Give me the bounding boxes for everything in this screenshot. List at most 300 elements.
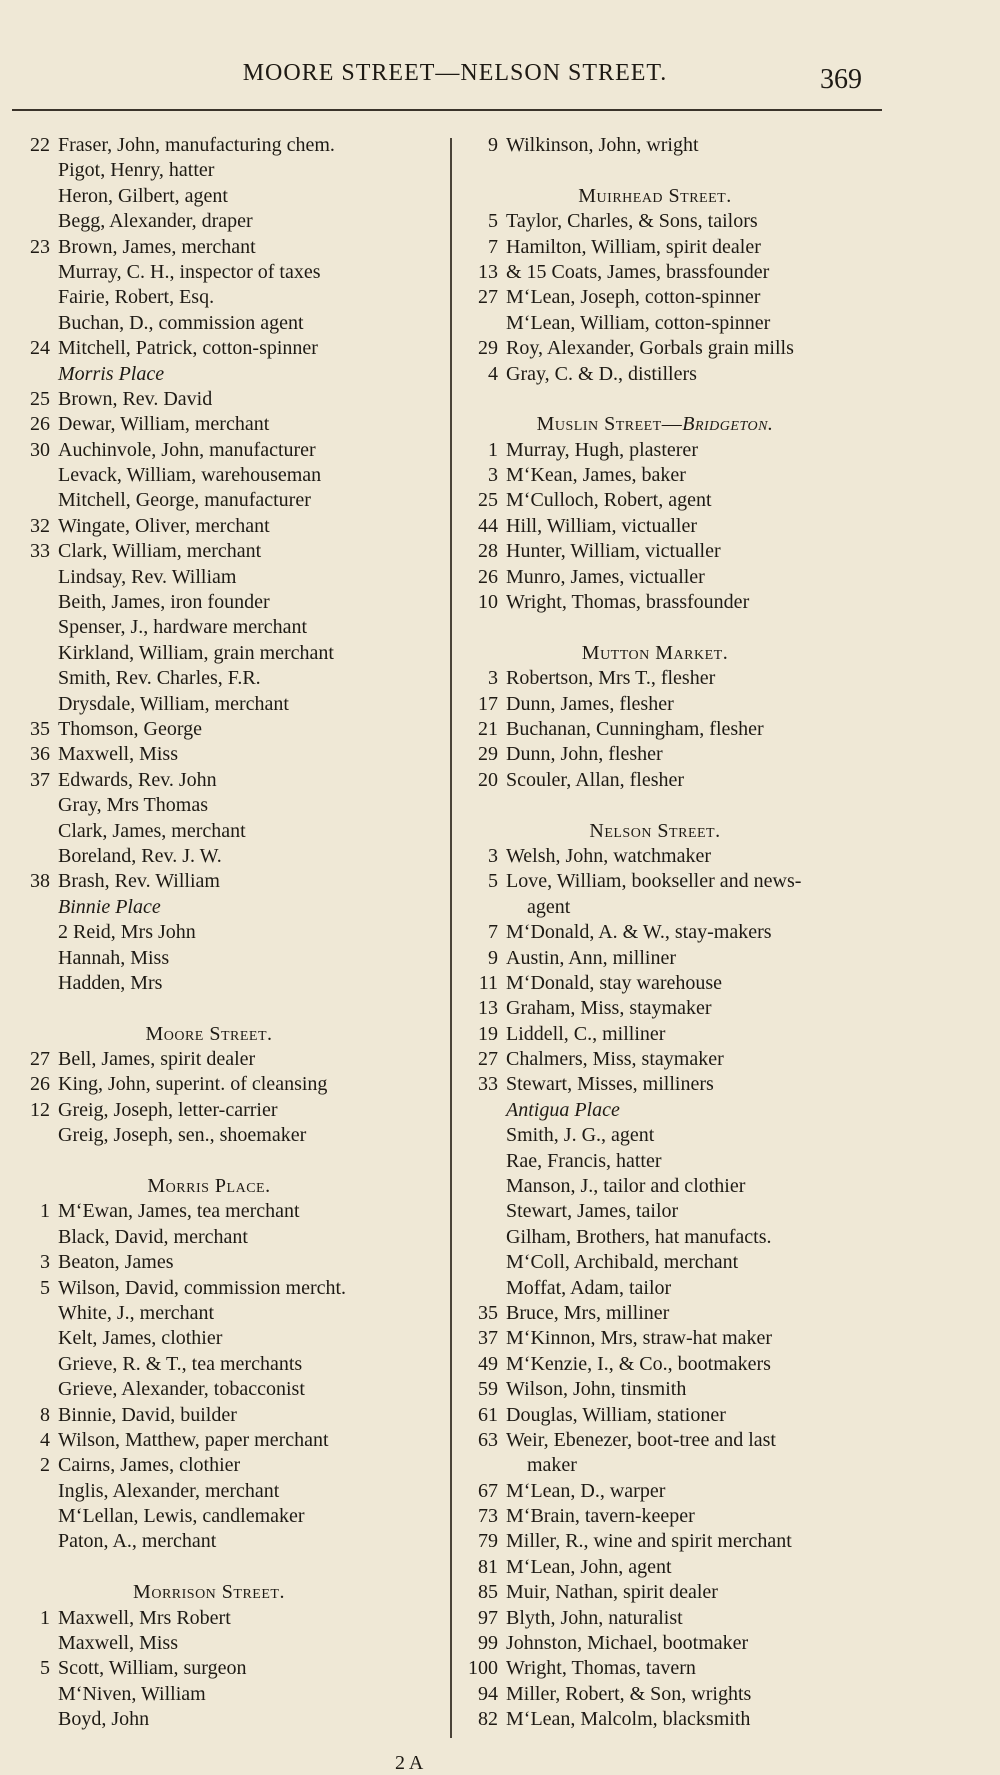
directory-entry bbox=[455, 1301, 905, 1326]
entry-text: Weir, Ebenezer, boot-tree and last bbox=[506, 1428, 776, 1451]
entry-text: Wilson, John, tinsmith bbox=[506, 1378, 687, 1401]
directory-entry bbox=[455, 1276, 905, 1301]
entry-text: Lindsay, Rev. William bbox=[58, 565, 237, 588]
entry-text: Binnie, David, builder bbox=[58, 1403, 237, 1426]
entry-text: Scott, William, surgeon bbox=[58, 1657, 247, 1680]
directory-entry bbox=[14, 285, 444, 310]
entry-text: M‘Donald, stay warehouse bbox=[506, 971, 723, 994]
house-number: 1 bbox=[40, 1200, 50, 1223]
directory-entry bbox=[455, 209, 905, 234]
directory-entry bbox=[455, 235, 905, 260]
house-number: 29 bbox=[478, 337, 498, 360]
directory-entry bbox=[14, 438, 444, 463]
directory-entry bbox=[455, 1504, 905, 1529]
house-number: 21 bbox=[478, 717, 498, 740]
entry-text: Brown, Rev. David bbox=[58, 387, 213, 410]
directory-entry bbox=[455, 1174, 905, 1199]
entry-text: Miller, R., wine and spirit merchant bbox=[506, 1530, 792, 1553]
house-number: 59 bbox=[478, 1378, 498, 1401]
directory-entry bbox=[455, 1606, 905, 1631]
house-number: 36 bbox=[30, 743, 50, 766]
entry-text: Wilson, David, commission mercht. bbox=[58, 1276, 347, 1299]
column-divider bbox=[450, 138, 452, 1738]
house-number: 94 bbox=[478, 1682, 498, 1705]
entry-text: Buchan, D., commission agent bbox=[58, 311, 304, 334]
directory-entry bbox=[14, 1529, 444, 1554]
directory-entry bbox=[455, 133, 905, 158]
entry-text: Maxwell, Miss bbox=[58, 1632, 178, 1655]
entry-text: Buchanan, Cunningham, flesher bbox=[506, 717, 764, 740]
directory-entry bbox=[14, 1047, 444, 1072]
entry-text: Boreland, Rev. J. W. bbox=[58, 844, 222, 867]
house-number: 35 bbox=[30, 717, 50, 740]
house-number: 9 bbox=[488, 946, 498, 969]
entry-text: Begg, Alexander, draper bbox=[58, 210, 253, 233]
house-number: 81 bbox=[478, 1555, 498, 1578]
directory-entry bbox=[14, 1656, 444, 1681]
street-heading: Morrison Street. bbox=[133, 1581, 285, 1604]
entry-continuation: agent bbox=[527, 895, 571, 918]
street-heading: Morris Place. bbox=[147, 1175, 271, 1198]
entry-text: M‘Lean, D., warper bbox=[506, 1479, 666, 1502]
house-number: 27 bbox=[478, 286, 498, 309]
entry-text: Hunter, William, victualler bbox=[506, 540, 721, 563]
house-number: 5 bbox=[40, 1276, 50, 1299]
directory-entry bbox=[455, 1403, 905, 1428]
house-number: 25 bbox=[478, 489, 498, 512]
entry-text: Manson, J., tailor and clothier bbox=[506, 1175, 746, 1198]
directory-entry bbox=[14, 1377, 444, 1402]
directory-entry bbox=[455, 946, 905, 971]
directory-entry bbox=[455, 1199, 905, 1224]
entry-text: Smith, J. G., agent bbox=[506, 1124, 655, 1147]
entry-text: Brash, Rev. William bbox=[58, 870, 220, 893]
house-number: 5 bbox=[488, 210, 498, 233]
entry-text: Fraser, John, manufacturing chem. bbox=[58, 134, 335, 156]
directory-entry bbox=[14, 793, 444, 818]
entry-text: M‘Lean, William, cotton-spinner bbox=[506, 311, 771, 334]
directory-entry bbox=[14, 235, 444, 260]
entry-text: Hadden, Mrs bbox=[58, 971, 163, 994]
entry-text: Spenser, J., hardware merchant bbox=[58, 616, 308, 639]
directory-entry bbox=[455, 1326, 905, 1351]
directory-entry bbox=[14, 1072, 444, 1097]
directory-entry bbox=[14, 692, 444, 717]
entry-text: Fairie, Robert, Esq. bbox=[58, 286, 215, 309]
blank-line bbox=[14, 1555, 444, 1580]
directory-entry bbox=[455, 514, 905, 539]
directory-entry bbox=[14, 819, 444, 844]
house-number: 28 bbox=[478, 540, 498, 563]
house-number: 13 bbox=[478, 260, 498, 283]
street-heading bbox=[455, 412, 855, 437]
entry-text: Welsh, John, watchmaker bbox=[506, 844, 711, 867]
directory-entry bbox=[14, 539, 444, 564]
house-number: 33 bbox=[30, 540, 50, 563]
directory-entry bbox=[455, 362, 905, 387]
header-rule bbox=[12, 109, 882, 111]
house-number: 44 bbox=[478, 514, 498, 537]
house-number: 37 bbox=[30, 768, 50, 791]
place-subheading: Antigua Place bbox=[506, 1098, 620, 1121]
entry-text: Gray, Mrs Thomas bbox=[58, 794, 208, 817]
house-number: 4 bbox=[488, 362, 498, 385]
entry-text: Bell, James, spirit dealer bbox=[58, 1048, 256, 1071]
house-number: 1 bbox=[488, 438, 498, 461]
house-number: 10 bbox=[478, 591, 498, 614]
house-number: 9 bbox=[488, 134, 498, 156]
directory-entry bbox=[14, 641, 444, 666]
directory-entry bbox=[14, 1453, 444, 1478]
house-number: 97 bbox=[478, 1606, 498, 1629]
house-number: 12 bbox=[30, 1098, 50, 1121]
house-number: 63 bbox=[478, 1428, 498, 1451]
directory-entry bbox=[455, 311, 905, 336]
directory-entry bbox=[14, 615, 444, 640]
page-header bbox=[0, 60, 1000, 95]
directory-entry bbox=[14, 1479, 444, 1504]
house-number: 3 bbox=[488, 844, 498, 867]
entry-text: Roy, Alexander, Gorbals grain mills bbox=[506, 337, 794, 360]
house-number: 19 bbox=[478, 1022, 498, 1045]
entry-text: Wilson, Matthew, paper merchant bbox=[58, 1428, 329, 1451]
entry-text: Austin, Ann, milliner bbox=[506, 946, 676, 969]
directory-entry bbox=[14, 844, 444, 869]
entry-continuation: maker bbox=[527, 1454, 577, 1477]
entry-text: Kirkland, William, grain merchant bbox=[58, 641, 334, 664]
directory-entry bbox=[455, 1352, 905, 1377]
entry-text: M‘Culloch, Robert, agent bbox=[506, 489, 712, 512]
directory-entry bbox=[455, 1682, 905, 1707]
entry-text: Liddell, C., milliner bbox=[506, 1022, 666, 1045]
entry-text: Stewart, Misses, milliners bbox=[506, 1073, 714, 1096]
directory-entry bbox=[14, 565, 444, 590]
entry-text: Smith, Rev. Charles, F.R. bbox=[58, 667, 261, 690]
directory-entry bbox=[455, 1529, 905, 1554]
entry-text: Muir, Nathan, spirit dealer bbox=[506, 1581, 718, 1604]
street-heading: Mutton Market. bbox=[581, 641, 729, 664]
house-number: 100 bbox=[468, 1657, 498, 1680]
directory-entry bbox=[455, 1123, 905, 1148]
house-number: 61 bbox=[478, 1403, 498, 1426]
entry-text: Johnston, Michael, bootmaker bbox=[506, 1632, 749, 1655]
entry-text: Clark, William, merchant bbox=[58, 540, 262, 563]
directory-entry bbox=[455, 1022, 905, 1047]
entry-text: Chalmers, Miss, staymaker bbox=[506, 1048, 724, 1071]
directory-entry bbox=[455, 1250, 905, 1275]
directory-entry bbox=[14, 1707, 444, 1732]
house-number: 99 bbox=[478, 1632, 498, 1655]
house-number: 22 bbox=[30, 134, 50, 156]
entry-text: Grieve, Alexander, tobacconist bbox=[58, 1378, 305, 1401]
directory-entry bbox=[14, 742, 444, 767]
entry-text: Wright, Thomas, brassfounder bbox=[506, 591, 750, 614]
entry-text: Moffat, Adam, tailor bbox=[506, 1276, 672, 1299]
entry-text: M‘Coll, Archibald, merchant bbox=[506, 1251, 739, 1274]
entry-text: Dunn, John, flesher bbox=[506, 743, 663, 766]
entry-text: Paton, A., merchant bbox=[58, 1530, 217, 1553]
house-number: 3 bbox=[488, 464, 498, 487]
directory-entry bbox=[14, 1504, 444, 1529]
entry-text: Cairns, James, clothier bbox=[58, 1454, 241, 1477]
directory-entry bbox=[455, 1225, 905, 1250]
entry-text: M‘Lean, Joseph, cotton-spinner bbox=[506, 286, 761, 309]
directory-entry bbox=[455, 539, 905, 564]
blank-line bbox=[455, 793, 905, 818]
directory-entry bbox=[14, 666, 444, 691]
directory-entry bbox=[14, 133, 444, 158]
entry-text: M‘Kinnon, Mrs, straw-hat maker bbox=[506, 1327, 773, 1350]
directory-entry bbox=[455, 666, 905, 691]
directory-entry bbox=[14, 158, 444, 183]
directory-entry bbox=[14, 920, 444, 945]
directory-entry bbox=[14, 336, 444, 361]
house-number: 35 bbox=[478, 1301, 498, 1324]
left-column bbox=[14, 133, 444, 1733]
entry-text: Inglis, Alexander, merchant bbox=[58, 1479, 280, 1502]
entry-text: Clark, James, merchant bbox=[58, 819, 246, 842]
entry-text: Mitchell, George, manufacturer bbox=[58, 489, 311, 512]
house-number: 27 bbox=[478, 1048, 498, 1071]
house-number: 38 bbox=[30, 870, 50, 893]
entry-text: Miller, Robert, & Son, wrights bbox=[506, 1682, 752, 1705]
blank-line bbox=[14, 1149, 444, 1174]
entry-text: Douglas, William, stationer bbox=[506, 1403, 726, 1426]
directory-entry bbox=[14, 209, 444, 234]
house-number: 26 bbox=[30, 1073, 50, 1096]
entry-text: Black, David, merchant bbox=[58, 1225, 248, 1248]
house-number: 7 bbox=[488, 235, 498, 258]
directory-entry bbox=[455, 971, 905, 996]
house-number: 29 bbox=[478, 743, 498, 766]
blank-line bbox=[455, 615, 905, 640]
directory-entry bbox=[14, 1352, 444, 1377]
house-number: 32 bbox=[30, 514, 50, 537]
entry-text: Heron, Gilbert, agent bbox=[58, 184, 228, 207]
street-heading: Nelson Street. bbox=[589, 819, 721, 842]
entry-text: Love, William, bookseller and news- bbox=[506, 870, 802, 893]
house-number: 3 bbox=[488, 667, 498, 690]
directory-entry bbox=[455, 717, 905, 742]
directory-entry bbox=[14, 488, 444, 513]
house-number: 13 bbox=[478, 997, 498, 1020]
entry-text: Levack, William, warehouseman bbox=[58, 464, 322, 487]
directory-entry bbox=[14, 1326, 444, 1351]
directory-entry bbox=[455, 692, 905, 717]
directory-entry bbox=[14, 463, 444, 488]
entry-text: Kelt, James, clothier bbox=[58, 1327, 223, 1350]
entry-text: Auchinvole, John, manufacturer bbox=[58, 438, 316, 461]
house-number: 82 bbox=[478, 1708, 498, 1731]
right-column bbox=[455, 133, 905, 1733]
directory-entry bbox=[455, 1631, 905, 1656]
house-number: 33 bbox=[478, 1073, 498, 1096]
entry-text: Greig, Joseph, letter-carrier bbox=[58, 1098, 278, 1121]
directory-entry bbox=[14, 971, 444, 996]
directory-entry bbox=[455, 438, 905, 463]
directory-entry bbox=[14, 1123, 444, 1148]
house-number: 79 bbox=[478, 1530, 498, 1553]
directory-entry bbox=[455, 1072, 905, 1097]
entry-text: M‘Kean, James, baker bbox=[506, 464, 686, 487]
entry-text: M‘Brain, tavern-keeper bbox=[506, 1505, 695, 1528]
directory-entry bbox=[14, 1428, 444, 1453]
house-number: 25 bbox=[30, 387, 50, 410]
house-number: 27 bbox=[30, 1048, 50, 1071]
entry-text: Wingate, Oliver, merchant bbox=[58, 514, 270, 537]
house-number: 2 bbox=[40, 1454, 50, 1477]
directory-entry bbox=[455, 1377, 905, 1402]
entry-text: Wilkinson, John, wright bbox=[506, 134, 699, 156]
directory-entry bbox=[455, 336, 905, 361]
entry-text: Beith, James, iron founder bbox=[58, 591, 270, 614]
entry-text: Hill, William, victualler bbox=[506, 514, 698, 537]
house-number: 30 bbox=[30, 438, 50, 461]
house-number: 5 bbox=[488, 870, 498, 893]
directory-entry bbox=[14, 1276, 444, 1301]
directory-entry bbox=[14, 946, 444, 971]
directory-entry bbox=[455, 1555, 905, 1580]
directory-entry bbox=[455, 1149, 905, 1174]
directory-entry bbox=[455, 742, 905, 767]
directory-entry bbox=[455, 285, 905, 310]
directory-entry bbox=[455, 920, 905, 945]
house-number: 49 bbox=[478, 1352, 498, 1375]
directory-entry bbox=[14, 311, 444, 336]
directory-entry bbox=[14, 768, 444, 793]
entry-text: Hannah, Miss bbox=[58, 946, 170, 969]
directory-entry bbox=[14, 387, 444, 412]
entry-text: M‘Kenzie, I., & Co., bootmakers bbox=[506, 1352, 771, 1375]
entry-text: Bruce, Mrs, milliner bbox=[506, 1301, 670, 1324]
directory-entry bbox=[14, 1199, 444, 1224]
house-number: 23 bbox=[30, 235, 50, 258]
page-title: MOORE STREET—NELSON STREET. bbox=[242, 60, 668, 86]
entry-text: M‘Lean, Malcolm, blacksmith bbox=[506, 1708, 751, 1731]
place-subheading: Binnie Place bbox=[58, 895, 161, 918]
entry-text: Murray, C. H., inspector of taxes bbox=[58, 260, 321, 283]
house-number: 20 bbox=[478, 768, 498, 791]
entry-text: Rae, Francis, hatter bbox=[506, 1149, 662, 1172]
directory-entry bbox=[455, 1428, 905, 1453]
entry-text: 2 Reid, Mrs John bbox=[58, 921, 196, 944]
house-number: 67 bbox=[478, 1479, 498, 1502]
directory-entry bbox=[14, 1631, 444, 1656]
entry-text: Boyd, John bbox=[58, 1708, 150, 1731]
entry-text: Grieve, R. & T., tea merchants bbox=[58, 1352, 303, 1375]
entry-text: Maxwell, Miss bbox=[58, 743, 178, 766]
directory-entry bbox=[14, 717, 444, 742]
house-number: 37 bbox=[478, 1327, 498, 1350]
entry-text: M‘Lean, John, agent bbox=[506, 1555, 672, 1578]
house-number: 7 bbox=[488, 921, 498, 944]
directory-entry bbox=[14, 184, 444, 209]
directory-entry bbox=[455, 1479, 905, 1504]
directory-entry bbox=[14, 1301, 444, 1326]
directory-entry bbox=[455, 768, 905, 793]
directory-entry bbox=[14, 1606, 444, 1631]
directory-entry bbox=[14, 514, 444, 539]
directory-entry bbox=[455, 1707, 905, 1732]
directory-entry bbox=[455, 260, 905, 285]
house-number: 17 bbox=[478, 692, 498, 715]
street-heading: Muirhead Street. bbox=[578, 184, 732, 207]
directory-entry bbox=[455, 1656, 905, 1681]
directory-entry bbox=[455, 565, 905, 590]
house-number: 73 bbox=[478, 1505, 498, 1528]
house-number: 85 bbox=[478, 1581, 498, 1604]
directory-entry bbox=[455, 844, 905, 869]
entry-text: M‘Donald, A. & W., stay-makers bbox=[506, 921, 772, 944]
entry-text: Thomson, George bbox=[58, 717, 203, 740]
entry-text: Scouler, Allan, flesher bbox=[506, 768, 685, 791]
street-heading-name: Muslin Street— bbox=[536, 413, 683, 436]
street-heading: Moore Street. bbox=[145, 1022, 273, 1045]
entry-text: Mitchell, Patrick, cotton-spinner bbox=[58, 337, 318, 360]
place-subheading: Morris Place bbox=[58, 362, 165, 385]
house-number: 5 bbox=[40, 1657, 50, 1680]
directory-entry bbox=[455, 1580, 905, 1605]
entry-text: Blyth, John, naturalist bbox=[506, 1606, 683, 1629]
house-number: 8 bbox=[40, 1403, 50, 1426]
house-number: 26 bbox=[30, 413, 50, 436]
entry-text: King, John, superint. of cleansing bbox=[58, 1073, 328, 1096]
signature-mark: 2 A bbox=[395, 1752, 424, 1774]
directory-entry bbox=[14, 412, 444, 437]
entry-text: M‘Ewan, James, tea merchant bbox=[58, 1200, 300, 1223]
house-number: 4 bbox=[40, 1428, 50, 1451]
directory-entry bbox=[14, 1225, 444, 1250]
entry-text: Greig, Joseph, sen., shoemaker bbox=[58, 1124, 307, 1147]
entry-text: White, J., merchant bbox=[58, 1301, 215, 1324]
directory-entry bbox=[14, 869, 444, 894]
entry-text: Gray, C. & D., distillers bbox=[506, 362, 697, 385]
blank-line bbox=[455, 158, 905, 183]
directory-entry bbox=[455, 488, 905, 513]
entry-text: M‘Niven, William bbox=[58, 1682, 206, 1705]
entry-text: Dunn, James, flesher bbox=[506, 692, 674, 715]
house-number: 26 bbox=[478, 565, 498, 588]
entry-text: Beaton, James bbox=[58, 1251, 174, 1274]
entry-text: Maxwell, Mrs Robert bbox=[58, 1606, 231, 1629]
entry-text: Pigot, Henry, hatter bbox=[58, 159, 215, 182]
directory-entry bbox=[455, 463, 905, 488]
blank-line bbox=[455, 387, 905, 412]
directory-entry bbox=[14, 260, 444, 285]
entry-text: Edwards, Rev. John bbox=[58, 768, 217, 791]
house-number: 1 bbox=[40, 1606, 50, 1629]
directory-entry bbox=[14, 590, 444, 615]
house-number: 24 bbox=[30, 337, 50, 360]
entry-text: Gilham, Brothers, hat manufacts. bbox=[506, 1225, 772, 1248]
entry-text: Wright, Thomas, tavern bbox=[506, 1657, 696, 1680]
directory-entry bbox=[455, 869, 905, 894]
entry-text: M‘Lellan, Lewis, candlemaker bbox=[58, 1505, 305, 1528]
blank-line bbox=[14, 996, 444, 1021]
page-number: 369 bbox=[820, 64, 862, 95]
entry-text: Munro, James, victualler bbox=[506, 565, 705, 588]
entry-text: Dewar, William, merchant bbox=[58, 413, 270, 436]
entry-text: Brown, James, merchant bbox=[58, 235, 256, 258]
street-heading-district: Bridgeton. bbox=[682, 413, 774, 436]
entry-text: Hamilton, William, spirit dealer bbox=[506, 235, 761, 258]
entry-text: Stewart, James, tailor bbox=[506, 1200, 679, 1223]
entry-text: Robertson, Mrs T., flesher bbox=[506, 667, 716, 690]
entry-text: Graham, Miss, staymaker bbox=[506, 997, 712, 1020]
entry-text: Taylor, Charles, & Sons, tailors bbox=[506, 210, 758, 233]
entry-text: & 15 Coats, James, brassfounder bbox=[506, 260, 770, 283]
directory-entry bbox=[455, 1047, 905, 1072]
